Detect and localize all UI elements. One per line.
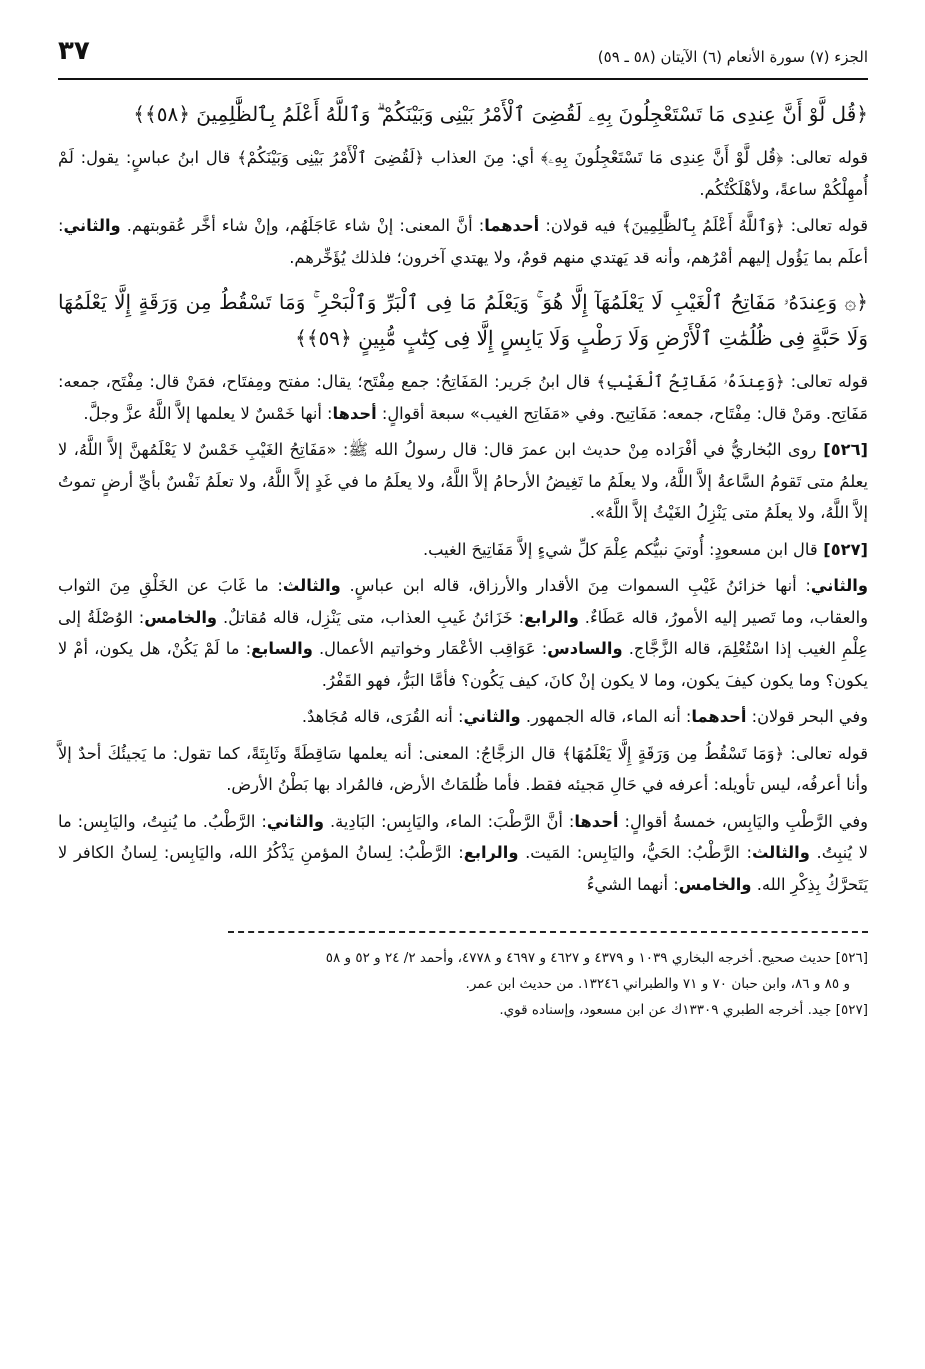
opinion-label: والثاني bbox=[63, 216, 121, 235]
opinion-label: والرابع bbox=[463, 843, 519, 862]
hadith-number: [٥٢٧] bbox=[817, 539, 868, 559]
text: : الرَّطْبُ: لِسانُ المؤمنِ يَذْكُرُ الله، واليَابِس: لِسانُ الكافر لا يَتَحرَّكُ بِذِكْرِ الله. bbox=[58, 843, 868, 894]
opinion-label: والرابع bbox=[524, 607, 579, 627]
footnotes bbox=[58, 945, 868, 1023]
quran-quote: ﴿لَقُضِىَ ٱلْأَمْرُ بَيْنِى وَبَيْنَكُمْ﴾ bbox=[237, 148, 425, 167]
opinion-label: والثاني bbox=[266, 811, 324, 831]
text: : خَزَائنُ غَيبِ العذاب، متى يَنْزِل، قاله مُقاتلٌ. bbox=[217, 607, 525, 627]
commentary-paragraph bbox=[58, 210, 868, 278]
book-page bbox=[58, 30, 868, 1340]
text: قال ابن مسعودٍ: أُوتيَ نبيُّكم عِلْمَ كلِّ شيءٍ إلاَّ مَفَاتِيحَ الغيب. bbox=[422, 539, 818, 559]
opinion-label: أحدها bbox=[574, 811, 619, 831]
text: قوله تعالى: bbox=[783, 148, 869, 167]
text: أي: مِنَ العذاب bbox=[424, 148, 541, 167]
opinion-label: أحدهما bbox=[691, 707, 747, 726]
footnote-separator bbox=[228, 931, 868, 933]
hadith-527 bbox=[58, 534, 868, 571]
commentary-paragraph bbox=[58, 738, 868, 806]
text: : أنَّ المعنى: إنْ شاء عَاجَلَهُم، وإنْ شاء أخَّر عُقوبتهم. bbox=[120, 216, 485, 235]
commentary-paragraph bbox=[58, 806, 868, 906]
opinion-label: والسادس bbox=[547, 639, 623, 658]
footnote-526: [٥٢٦] حديث صحيح. أخرجه البخاري ١٠٣٩ و ٤٣٧٩ و ٤٦٢٧ و ٤٦٩٧ و ٤٧٧٨، وأحمد ٢/ ٢٤ و ٥٢ و ٥٨ bbox=[325, 950, 868, 966]
text: قوله تعالى: bbox=[784, 372, 868, 391]
page-header bbox=[58, 30, 868, 80]
opinion-label: والثاني bbox=[810, 576, 868, 595]
text: : الرَّطْبُ. ما يُنبِتُ، واليَابِس: ما لا يُنبِتُ. bbox=[58, 811, 868, 862]
hadith-526 bbox=[58, 434, 868, 534]
running-title: الجزء (٧) سورة الأنعام (٦) الآيتان (٥٨ ـ ٥٩) bbox=[597, 48, 868, 66]
text: : ما غَابَ عن الخَلْقِ مِنَ الثواب والعقاب، وما تَصير إليه الأمورُ، قاله عَطَاءٌ. bbox=[58, 576, 868, 627]
commentary-paragraph bbox=[58, 142, 868, 210]
footnote-526-continuation: و ٨٥ و ٨٦، وابن حبان ٧٠ و ٧١ والطبراني ١٣٢٤٦. من حديث ابن عمر. bbox=[465, 976, 850, 992]
quran-verse-59: ﴿۞ وَعِندَهُۥ مَفَاتِحُ ٱلْغَيْبِ لَا يَعْلَمُهَآ إِلَّا هُوَ ۚ وَيَعْلَمُ مَا فِى ٱلْبَرِّ وَٱلْبَحْرِ ۚ وَمَا تَسْقُطُ مِن وَرَقَةٍ إِلَّا يَعْلَمُهَا وَلَا حَبَّةٍ فِى ظُلُمَٰتِ ٱلْأَرْضِ وَلَا رَطْبٍ وَلَا يَابِسٍ إِلَّا فِى كِتَٰبٍ مُّبِينٍ ﴿٥٩﴾﴾ bbox=[58, 290, 868, 350]
text: قال ابنُ عباسٍ: يقول: لَمْ أُمهِلْكُمْ ساعةً، ولأهْلَكْتُكُم. bbox=[58, 148, 868, 199]
opinion-label: والثاني bbox=[463, 707, 521, 726]
text: : عَوَاقِب الأعْمَار وخواتيم الأعمال. bbox=[312, 639, 548, 658]
text: : الرَّطْبُ: الحَيُّ، واليَابِس: المَيت. bbox=[518, 843, 752, 862]
text: قال ابنُ جَرير: المَفَاتِحُ: جمع مِفْتَح؛ يقال: مفتح ومِفتَاح، فمَنْ قال: مِفْتَح، جمعه: مَفَاتِح. ومَنْ قال: مِفْتَاح، جمعه: مَفَاتِيح. وفي «مَفَاتِح الغيب» سبعة أقوالٍ: bbox=[58, 372, 868, 423]
text: روى البُخاريُّ في أفْرَاده مِنْ حديث ابن عمرَ قال: قال رسولُ الله ﷺ: «مَفَاتِحُ الغَيْبِ خَمْسٌ لا يَعْلَمُهنَّ إلاَّ اللَّهُ، لا يعلمُ متى تَقومُ السَّاعةُ إلاَّ اللَّهُ، ولا يعلَمُ ما تَغِيضُ الأرحامُ إلاَّ اللَّهُ، ولا يعلَمُ ما في غَدٍ إلاَّ اللَّهُ، ولا تعلَمُ نَفْسٌ بأيِّ أرضٍ تموتُ إلاَّ اللَّهُ، ولا يعلَمُ متى يَنْزِلُ الغَيْثُ إلاَّ اللَّهُ». bbox=[58, 440, 868, 522]
text: : أنه الماء، قاله الجمهور. bbox=[520, 707, 692, 726]
opinion-label: والسابع bbox=[251, 639, 313, 658]
text: : أنها خَمْسٌ لا يعلمها إلاَّ اللَّهُ عزَّ وجلَّ. bbox=[83, 403, 333, 423]
opinion-label: والخامس bbox=[678, 874, 752, 894]
text: : أنهما الشيءُ bbox=[586, 874, 679, 894]
commentary-paragraph bbox=[58, 366, 868, 434]
quran-quote: ﴿وَمَا تَسْقُطُ مِن وَرَقَةٍ إِلَّا يَعْلَمُهَا﴾ bbox=[562, 743, 785, 763]
opinion-label: والثالث bbox=[282, 576, 341, 595]
text: فيه قولان: bbox=[539, 216, 622, 235]
quran-verse-58: ﴿قُل لَّوْ أَنَّ عِندِى مَا تَسْتَعْجِلُونَ بِهِۦ لَقُضِىَ ٱلْأَمْرُ بَيْنِى وَبَيْنَكُمْ ۗ وَٱللَّهُ أَعْلَمُ بِٱلظَّٰلِمِينَ ﴿٥٨﴾﴾ bbox=[133, 102, 868, 126]
text: : الوُصْلَةُ إلى عِلْمِ الغيب إذا اسْتُعْلِمَ، قاله الزَّجَّاج. bbox=[58, 607, 868, 658]
commentary-paragraph bbox=[58, 570, 868, 701]
text: : ما لَمْ يَكُنْ، هل يكون، أمْ لا يكون؟ وما يكون كيفَ يكون، وما لا يكون إنْ كانَ، كيف يَكُون؟ فأمَّا البَرُّ، فهو القَفْرُ. bbox=[58, 639, 868, 690]
opinion-label: والثالث bbox=[751, 843, 810, 862]
hadith-number: [٥٢٦] bbox=[816, 440, 868, 459]
page-number: ٣٧ bbox=[58, 36, 90, 66]
quran-quote: ﴿وَٱللَّهُ أَعْلَمُ بِٱلظَّٰلِمِينَ﴾ bbox=[621, 216, 785, 235]
quran-quote: ﴿قُل لَّوْ أَنَّ عِندِى مَا تَسْتَعْجِلُونَ بِهِۦ﴾ bbox=[540, 148, 784, 167]
text: : أنه القُرَى، قاله مُجَاهدٌ. bbox=[301, 707, 464, 726]
text: وفي البحر قولان: bbox=[746, 707, 868, 726]
text: قوله تعالى: bbox=[784, 743, 868, 763]
page-body bbox=[58, 90, 868, 1023]
text: قوله تعالى: bbox=[784, 216, 869, 235]
text: : أنها خزائنُ غَيْبِ السموات مِنَ الأقدار والأرزاق، قاله ابن عباسٍ. bbox=[340, 576, 811, 595]
opinion-label: أحدها bbox=[332, 403, 377, 423]
opinion-label: والخامس bbox=[144, 607, 218, 627]
text: وفي الرَّطْبِ واليَابِس، خمسةُ أقوالٍ: bbox=[618, 811, 868, 831]
footnote-527: [٥٢٧] جيد. أخرجه الطبري ١٣٣٠٩ك عن ابن مسعود، وإسناده قوي. bbox=[499, 1002, 868, 1018]
quran-quote: ﴿وَعِندَهُۥ مَفَاتِحُ ٱلْغَيْبِ﴾ bbox=[596, 372, 785, 391]
commentary-paragraph bbox=[58, 701, 868, 738]
text: قال الزجَّاجُ: المعنى: أنه يعلمها سَاقِطَةً وثَابِتَةً، كما تقول: ما يَجيئُكَ أحدٌ إلاَّ وأنا أعرفُه، ليس تأويله: أعرفه في حَالِ مَجيئه فقط. فأما ظُلمَاتُ الأرض، فالمُراد بها بَطْنُ الأرض. bbox=[58, 743, 868, 794]
text: : أعلَم بما يَؤُول إليهم أمْرُهم، وأنه قد يَهتدي منهم قومٌ، ولا يهتدي آخرون؛ فلذلك يُؤَخِّرهم. bbox=[58, 216, 868, 267]
opinion-label: أحدهما bbox=[484, 216, 540, 235]
text: : أنَّ الرَّطْبَ: الماء، واليَابِس: البَادِية. bbox=[323, 811, 575, 831]
